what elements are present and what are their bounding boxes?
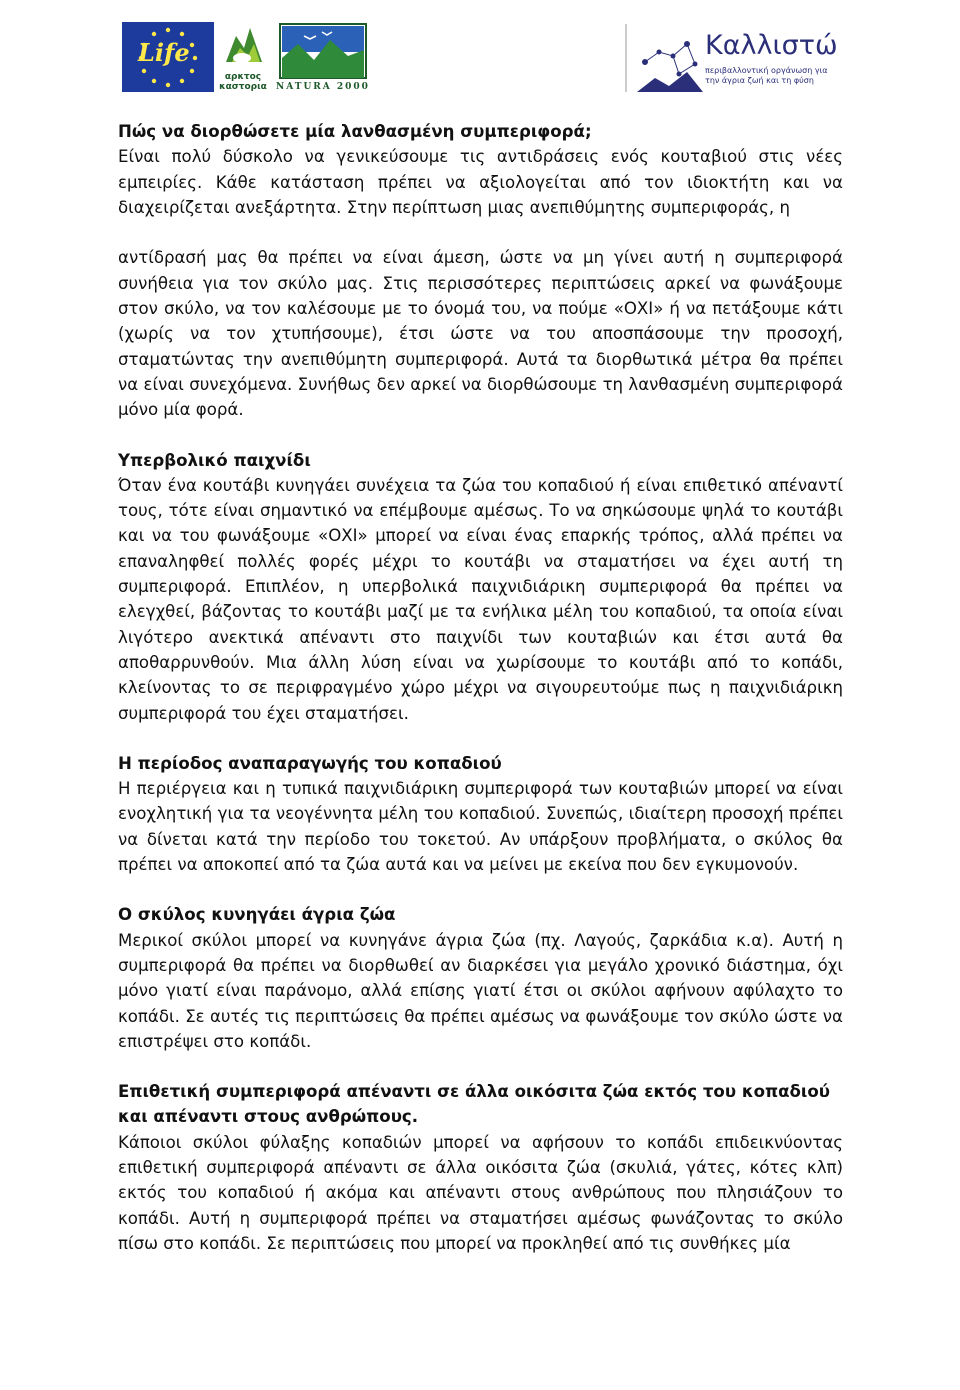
bear-icon bbox=[218, 22, 268, 72]
natura-2000-logo bbox=[276, 22, 370, 96]
kallisto-name: Καλλιστώ bbox=[705, 30, 838, 61]
line-gap bbox=[118, 220, 843, 245]
section-aggressive-behavior bbox=[118, 1079, 843, 1256]
arktos-logo bbox=[218, 22, 268, 94]
document-body bbox=[118, 119, 843, 1281]
paragraph: Η περιέργεια και η τυπικά παιχνιδιάρικη συμπεριφορά των κουταβιών μπορεί να είναι ενοχλητική για τα νεογέννητα μέλη του κοπαδιού. Συνεπώς, ιδιαίτερη προσοχή πρέπει να δίνεται κατά την περίοδο του τοκετού. Αν υπάρξουν προβλήματα, ο σκύλος θα πρέπει να αποκοπεί από τα ζώα αυτά και να μείνει με εκείνα που δεν εγκυμονούν. bbox=[118, 779, 843, 875]
logo-divider bbox=[625, 24, 627, 92]
section-excessive-play bbox=[118, 448, 843, 726]
natura-landscape-icon bbox=[276, 22, 370, 80]
paragraph: Μερικοί σκύλοι μπορεί να κυνηγάνε άγρια ζώα (πχ. Λαγούς, ζαρκάδια κ.α). Αυτή η συμπεριφορά θα πρέπει να διορθωθεί αν διαρκέσει για μεγάλο χρονικό διάστημα, όχι μόνο γιατί είναι παράνομο, αλλά επίσης γιατί έτσι οι σκύλοι αφήνουν αφύλαχτο το κοπάδι. Σε αυτές τις περιπτώσεις θα πρέπει αμέσως να φωνάξουμε τον σκύλο ώστε να επιστρέψει στο κοπάδι. bbox=[118, 930, 843, 1051]
paragraph: Είναι πολύ δύσκολο να γενικεύσουμε τις αντιδράσεις ενός κουταβιού στις νέες εμπειρίες. Κάθε κατάσταση πρέπει να αξιολογείται από τον ιδιοκτήτη και να διαχειρίζεται ανεξάρτητα. Στην περίπτωση μιας ανεπιθύμητης συμπεριφοράς, η bbox=[118, 147, 843, 217]
section-breeding-period bbox=[118, 751, 843, 877]
arktos-logo-text: αρκτος καστορια bbox=[219, 72, 267, 92]
life-eu-logo bbox=[122, 22, 214, 92]
kallisto-tagline: περιβαλλοντική οργάνωση για την άγρια ζωή και τη φύση bbox=[705, 66, 828, 85]
section-heading: Επιθετική συμπεριφορά απέναντι σε άλλα οικόσιτα ζώα εκτός του κοπαδιού και απέναντι στους ανθρώπους. bbox=[118, 1082, 830, 1127]
natura-logo-text: NATURA 2000 bbox=[276, 82, 370, 92]
section-hunting-wild-animals bbox=[118, 902, 843, 1054]
paragraph: αντίδρασή μας θα πρέπει να είναι άμεση, ώστε να μη γίνει αυτή η συμπεριφορά συνήθεια για τον σκύλο μας. Στις περισσότερες περιπτώσεις αρκεί να φωνάξουμε στον σκύλο, να τον καλέσουμε με το όνομά του, να πούμε «ΟΧΙ» ή να πετάξουμε κάτι (χωρίς να τον χτυπήσουμε), έτσι ώστε να του αποσπάσουμε την προσοχή, σταματώντας την ανεπιθύμητη συμπεριφορά. Αυτά τα διορθωτικά μέτρα θα πρέπει να είναι συνεχόμενα. Συνήθως δεν αρκεί να διορθώσουμε τη λανθασμένη συμπεριφορά μόνο μία φορά. bbox=[118, 248, 843, 420]
paragraph: Κάποιοι σκύλοι φύλαξης κοπαδιών μπορεί να αφήσουν το κοπάδι επιδεικνύοντας επιθετική συμπεριφορά απέναντι σε άλλα οικόσιτα ζώα (σκυλιά, γάτες, κότες κλπ) εκτός του κοπαδιού ή ακόμα και απέναντι στους ανθρώπους που πλησιάζουν το κοπάδι. Αυτή η συμπεριφορά πρέπει να σταματήσει αμέσως φωνάζοντας το σκύλο πίσω στο κοπάδι. Σε περιπτώσεις που μπορεί να προκληθεί από τις συνθήκες μία bbox=[118, 1132, 843, 1253]
section-heading: Ο σκύλος κυνηγάει άγρια ζώα bbox=[118, 905, 396, 925]
life-logo-text: Life bbox=[138, 38, 190, 67]
header-logos bbox=[120, 18, 840, 98]
section-heading: Η περίοδος αναπαραγωγής του κοπαδιού bbox=[118, 753, 502, 773]
constellation-icon bbox=[635, 22, 705, 94]
section-heading: Υπερβολικό παιχνίδι bbox=[118, 450, 311, 470]
section-heading: Πώς να διορθώσετε μία λανθασμένη συμπεριφορά; bbox=[118, 122, 592, 141]
paragraph: Όταν ένα κουτάβι κυνηγάει συνέχεια τα ζώα του κοπαδιού ή είναι επιθετικό απέναντί τους, τότε είναι σημαντικό να επέμβουμε αμέσως. Το να σηκώσουμε ψηλά το κουτάβι και να του φωνάξουμε «ΟΧΙ» μπορεί να είναι ένας επαρκής τρόπος, αλλά πρέπει να επαναληφθεί πολλές φορές μέχρι το κουτάβι να σταματήσει να έχει αυτή τη συμπεριφορά. Επιπλέον, η υπερβολικά παιχνιδιάρικη συμπεριφορά θα πρέπει να ελεγχθεί, βάζοντας το κουτάβι μαζί με τα ενήλικα μέλη του κοπαδιού, τα οποία είναι λιγότερο ανεκτικά απέναντι στο παιχνίδι των κουταβιών και έτσι αυτά θα αποθαρρυνθούν. Μια άλλη λύση είναι να χωρίσουμε το κουτάβι από το κοπάδι, κλείνοντας το σε περιφραγμένο χώρο μέχρι να σιγουρευτούμε πως η παιχνιδιάρικη συμπεριφορά του έχει σταματήσει. bbox=[118, 475, 843, 723]
section-correcting-behavior bbox=[118, 119, 843, 423]
kallisto-logo bbox=[625, 18, 840, 98]
